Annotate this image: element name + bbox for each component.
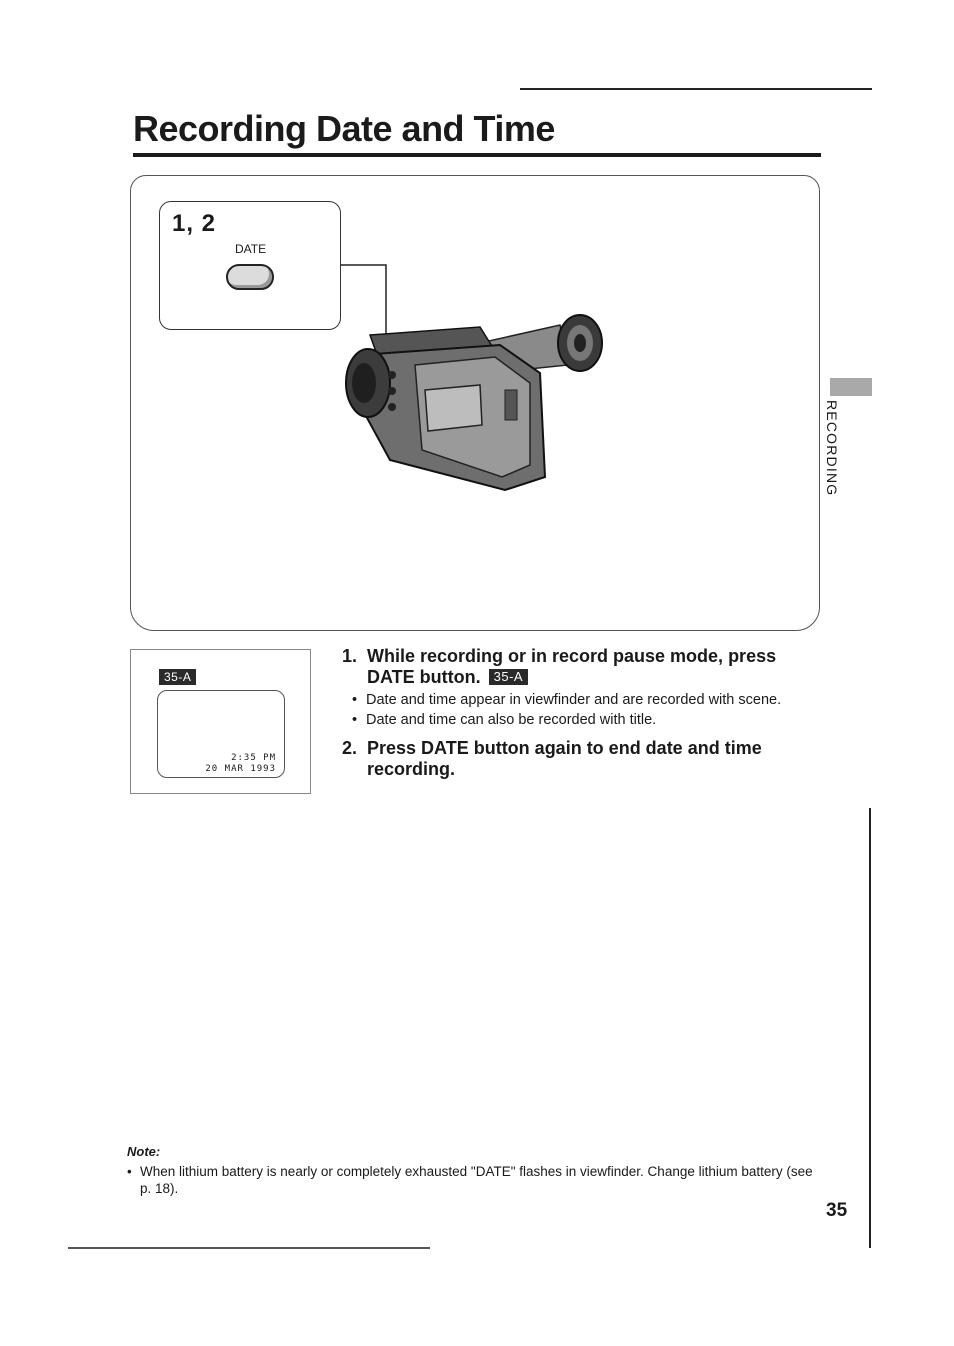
step-1 <box>342 646 818 730</box>
bullet-item: • Date and time appear in viewfinder and are recorded with scene. <box>352 691 818 711</box>
figure-badge: 35-A <box>159 669 196 685</box>
viewfinder-time: 2:35 PM <box>231 753 276 763</box>
right-margin-rule <box>869 808 871 1248</box>
step-title: Press DATE button again to end date and time recording. <box>367 738 762 779</box>
note-text: • When lithium battery is nearly or completely exhausted "DATE" flashes in viewfinder. Change lithium battery (see p. 18). <box>127 1163 817 1197</box>
figure-badge-inline: 35-A <box>489 669 528 685</box>
viewfinder-date: 20 MAR 1993 <box>205 764 276 774</box>
section-tab-label: RECORDING <box>824 400 840 497</box>
step-1-bullets <box>352 691 818 730</box>
step-2 <box>342 738 818 780</box>
page-title: Recording Date and Time <box>133 108 555 149</box>
bottom-rule <box>68 1247 430 1249</box>
note-heading: Note: <box>127 1144 161 1159</box>
date-button-icon <box>226 264 274 290</box>
bullet-item: • Date and time can also be recorded with title. <box>352 711 818 731</box>
step-number: 1. <box>342 646 358 666</box>
section-tab-marker <box>830 378 872 396</box>
viewfinder-display-example <box>130 649 311 794</box>
step-number: 2. <box>342 738 358 758</box>
date-button-label: DATE <box>235 242 267 256</box>
date-button-callout <box>159 201 341 330</box>
top-rule <box>520 88 872 90</box>
viewfinder-screen <box>157 690 285 778</box>
page-number: 35 <box>826 1200 848 1221</box>
title-rule <box>133 153 821 157</box>
callout-step-number: 1, 2 <box>172 210 217 237</box>
step-title: While recording or in record pause mode, press DATE button. <box>367 646 777 687</box>
instruction-steps <box>342 646 818 780</box>
camcorder-illustration <box>330 255 620 500</box>
